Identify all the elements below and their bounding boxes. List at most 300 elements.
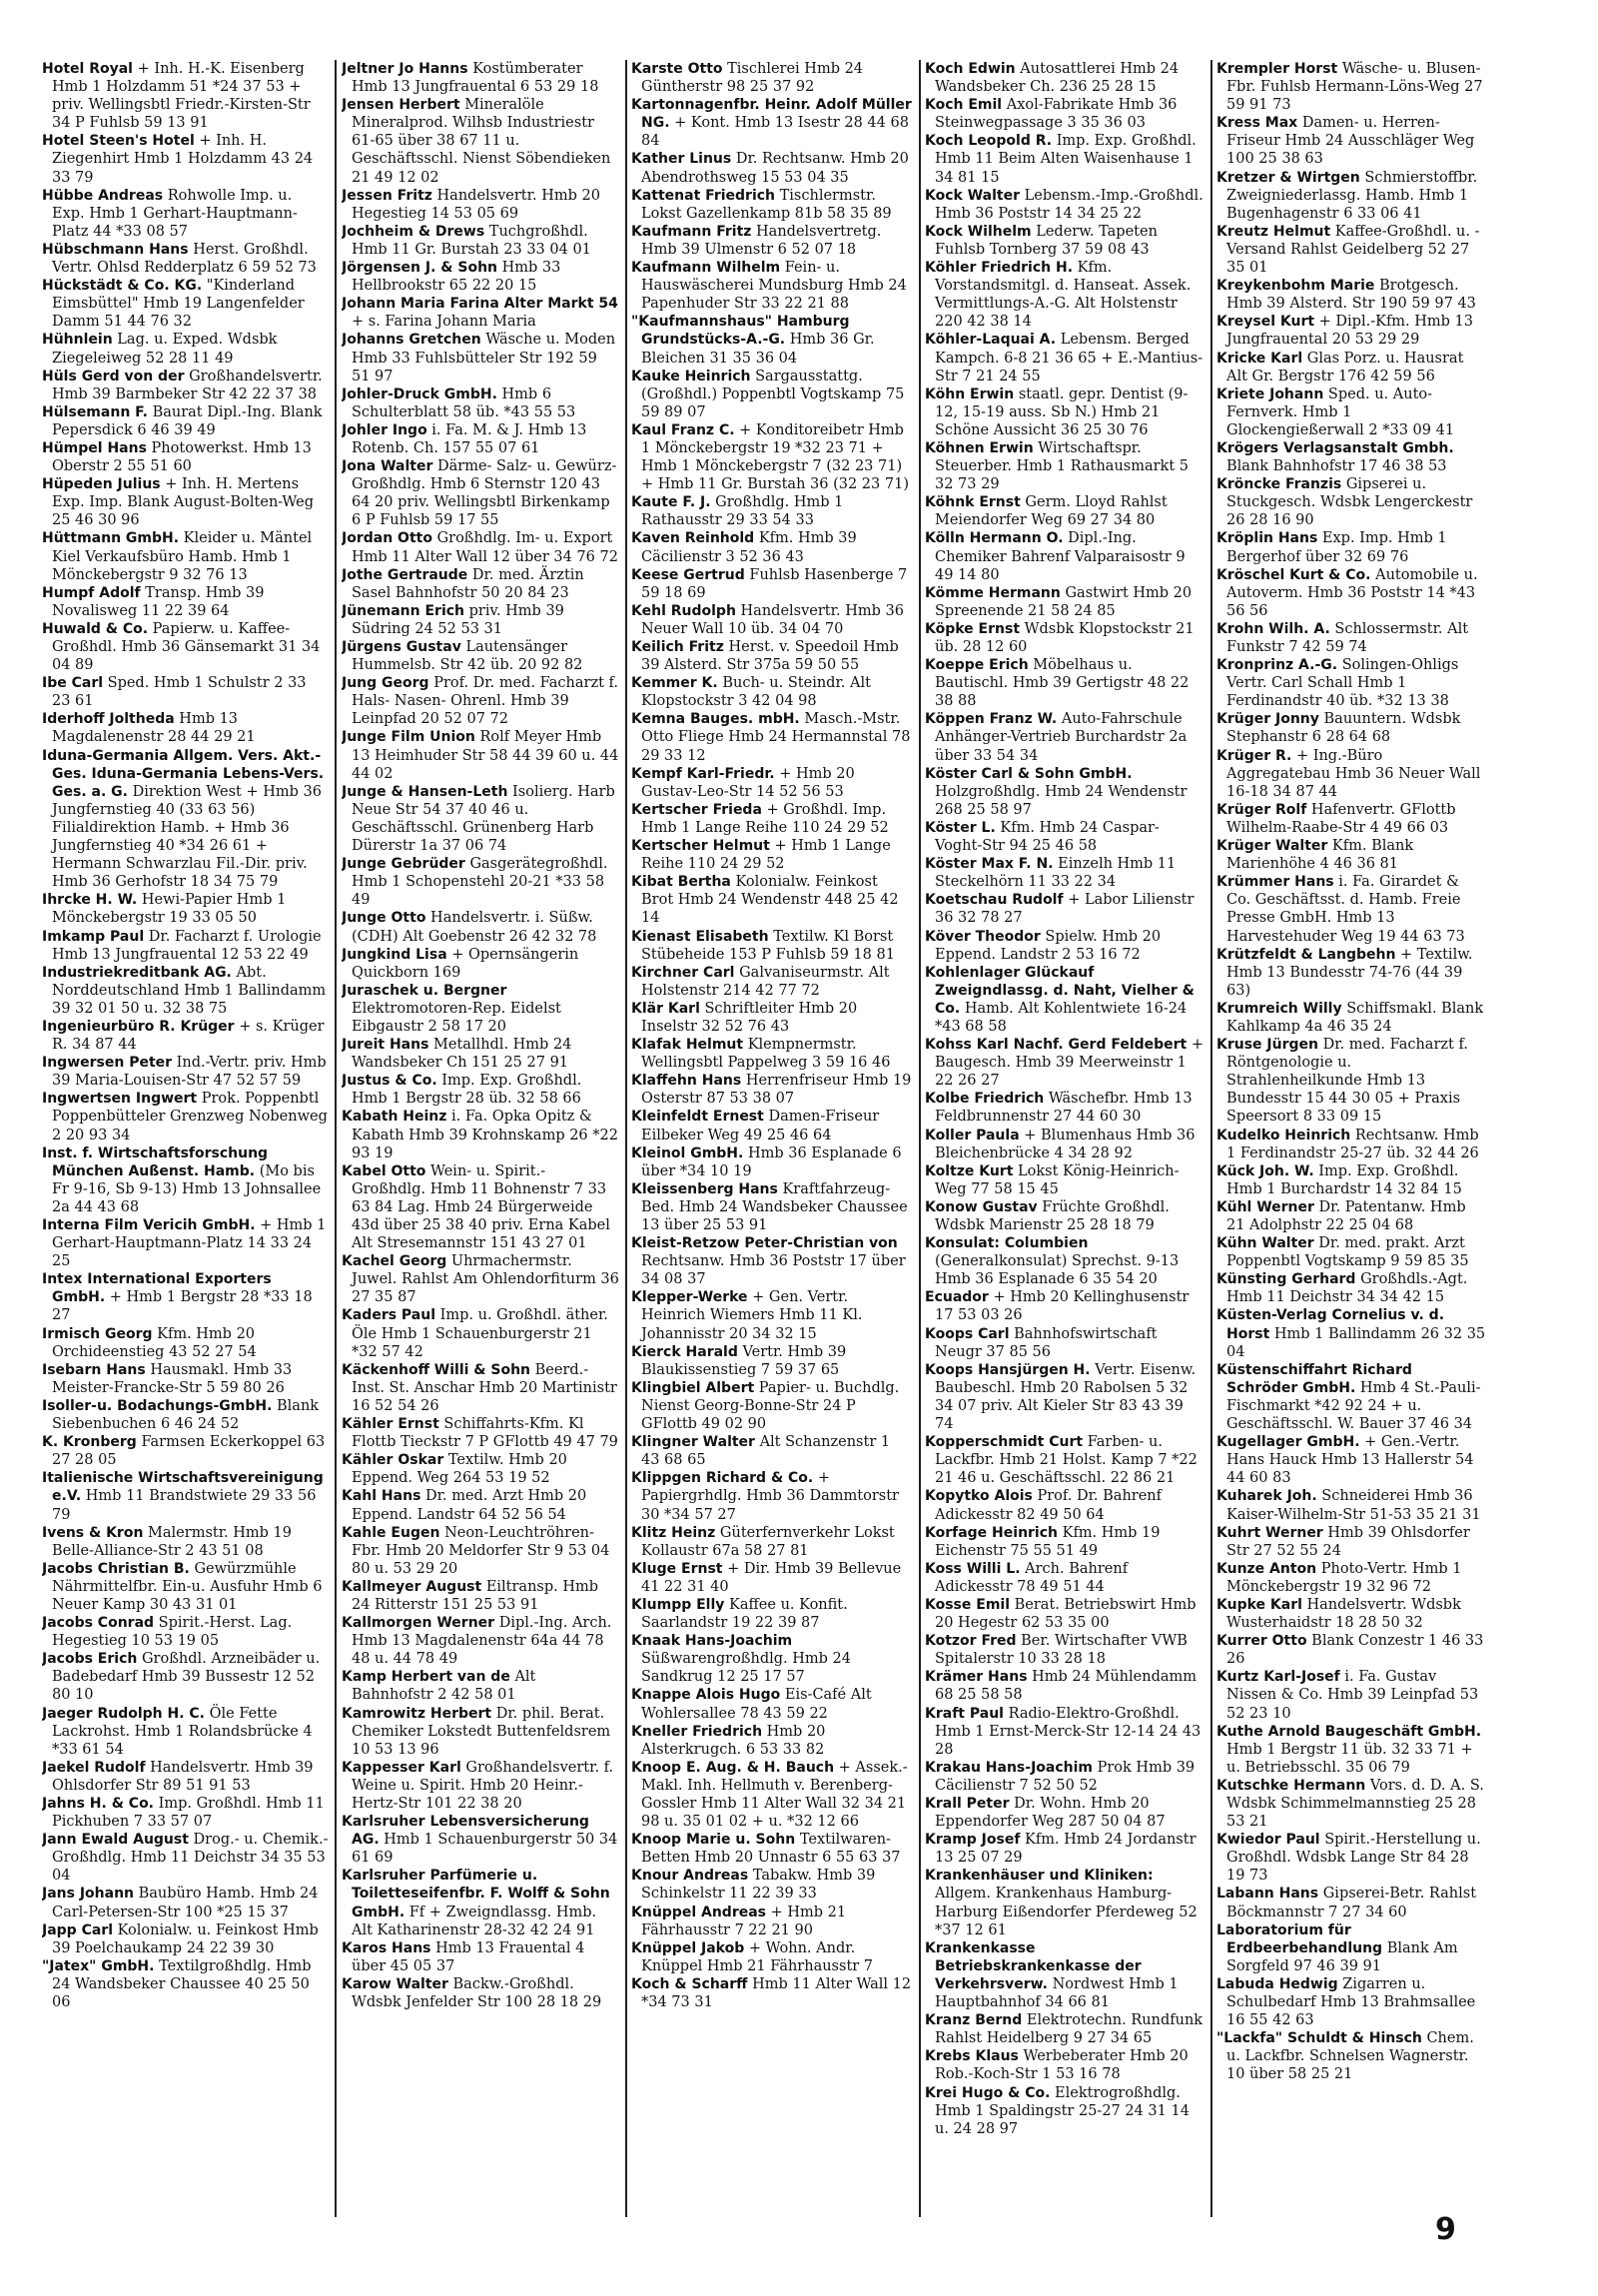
- entry-details: Gipserei-Betr. Rahlst Böckmannstr 7 27 34 60: [1226, 1886, 1477, 1920]
- entry-details: Gastwirt Hmb 20 Spreenende 21 58 24 85: [935, 584, 1193, 619]
- directory-entry: [42, 475, 329, 529]
- directory-entry: [1216, 313, 1486, 349]
- entry-name: Konow Gustav: [925, 1198, 1038, 1215]
- directory-entry: [925, 2084, 1204, 2138]
- entry-name: Kaute F. J.: [631, 494, 711, 511]
- directory-entry: [925, 1288, 1204, 1324]
- entry-name: Jacobs Conrad: [42, 1615, 155, 1632]
- entry-name: Kröschel Kurt & Co.: [1216, 566, 1371, 583]
- entry-details: Rolf Meyer Hmb 13 Heimhuder Str 58 44 39 60 u. 44 44 02: [352, 729, 619, 782]
- entry-details: Transp. Hmb 39 Novalisweg 11 22 39 64: [52, 584, 265, 619]
- directory-entry: [42, 1433, 329, 1469]
- directory-entry: [925, 765, 1204, 819]
- entry-details: Kaffee u. Konfit. Saarlandstr 19 22 39 87: [641, 1596, 848, 1632]
- entry-name: Koch & Scharff: [631, 1975, 748, 1992]
- entry-name: Kaufmann Fritz: [631, 223, 752, 240]
- entry-name: Isebarn Hans: [42, 1361, 146, 1378]
- entry-name: Kömme Hermann: [925, 584, 1061, 601]
- entry-details: Gewürzmühle Nährmittelfbr. Ein-u. Ausfuhr Hmb 6 Neuer Kamp 30 43 31 01: [52, 1560, 323, 1613]
- entry-details: Kfm. Blank Marienhöhe 4 46 36 81: [1226, 838, 1414, 873]
- entry-name: Köhler Friedrich H.: [925, 260, 1074, 277]
- entry-details: Fein- u. Hauswäscherei Mundsburg Hmb 24 Papenhuder Str 33 22 21 88: [641, 260, 907, 313]
- directory-entry: [925, 1127, 1204, 1162]
- entry-details: Kolonialw. u. Feinkost Hmb 39 Poelchaukamp 24 22 39 30: [52, 1921, 319, 1956]
- directory-page: [42, 60, 1486, 2272]
- entry-name: Kähler Ernst: [342, 1416, 439, 1433]
- entry-details: Dr. med. Ärztin Sasel Bahnhofstr 50 20 84 23: [352, 566, 584, 601]
- directory-entry: [631, 223, 913, 259]
- entry-name: Kricke Karl: [1216, 350, 1303, 367]
- directory-entry: [631, 674, 913, 710]
- entry-details: Ind.-Vertr. priv. Hmb 39 Maria-Louisen-Str 47 52 57 59: [52, 1055, 327, 1090]
- directory-entry: [42, 928, 329, 964]
- directory-entry: [631, 421, 913, 493]
- directory-entry: [342, 946, 619, 982]
- directory-entry: [925, 710, 1204, 764]
- directory-entry: [42, 1560, 329, 1614]
- directory-entry: [342, 1939, 619, 1975]
- entry-details: Imp. u. Großhdl. äther. Öle Hmb 1 Schauenburgerstr 21 *32 57 42: [352, 1307, 608, 1360]
- entry-details: Direktion West + Hmb 36 Jungfernstieg 40 (33 63 56) Filialdirektion Hamb. + Hmb 36 Jungfernstieg 40 *34 26 61 + Hermann Schwarzlau Fil.-Dir. priv. Hmb 36 Gerhofstr 18 34 75 79: [52, 783, 322, 891]
- entry-name: Jungkind Lisa: [342, 946, 447, 963]
- entry-details: Dr. med. Facharzt f. Röntgenologie u. Strahlenheilkunde Hmb 13 Bundesstr 15 44 30 05 + Praxis Speersort 8 33 09 15: [1226, 1037, 1468, 1126]
- entry-name: Kamp Herbert van de: [342, 1669, 510, 1686]
- directory-entry: [342, 1867, 619, 1938]
- entry-details: Blank Bahnhofstr 17 46 38 53: [1226, 458, 1447, 475]
- directory-entry: [925, 1036, 1204, 1090]
- entry-details: Klempnermstr. Wellingsbtl Pappelweg 3 59 16 46: [641, 1037, 891, 1072]
- directory-entry: [1216, 1036, 1486, 1126]
- entry-details: Damen- u. Herren-Friseur Hmb 24 Ausschläger Weg 100 25 38 63: [1226, 115, 1475, 168]
- entry-name: Imkamp Paul: [42, 928, 145, 945]
- entry-name: Krützfeldt & Langbehn: [1216, 946, 1396, 963]
- entry-name: Industriekreditbank AG.: [42, 964, 232, 981]
- directory-entry: [925, 819, 1204, 855]
- entry-name: Köpke Ernst: [925, 620, 1021, 637]
- entry-name: Kreykenbohm Marie: [1216, 278, 1375, 295]
- directory-entry: [631, 710, 913, 764]
- directory-entry: [1216, 1885, 1486, 1920]
- entry-details: + Hmb 21 Fährhausstr 7 22 21 90: [641, 1904, 847, 1938]
- entry-details: Farmsen Eckerkoppel 63 27 28 05: [52, 1434, 326, 1469]
- entry-details: Glas Porz. u. Hausrat Alt Gr. Bergstr 176 42 59 56: [1226, 350, 1464, 384]
- entry-name: Jann Ewald August: [42, 1832, 189, 1849]
- entry-details: Därme- Salz- u. Gewürz-Großhdlg. Hmb 6 Sternstr 120 43 64 20 priv. Wellingsbtl Birkenkamp 6 P Fuhlsb 59 17 55: [352, 458, 617, 529]
- entry-details: Handelsvertretg. Hmb 39 Ulmenstr 6 52 07 18: [641, 223, 882, 258]
- directory-entry: [42, 1831, 329, 1885]
- directory-entry: [42, 1090, 329, 1144]
- entry-details: Großhdlg. Im- u. Export Hmb 11 Alter Wall 12 über 34 76 72: [352, 530, 618, 565]
- directory-entry: [925, 1524, 1204, 1560]
- entry-name: Kahl Hans: [342, 1488, 421, 1505]
- entry-details: Alt Schanzenstr 1 43 68 65: [641, 1434, 891, 1469]
- directory-entry: [925, 385, 1204, 439]
- entry-details: + Ing.-Büro Aggregatebau Hmb 36 Neuer Wall 16-18 34 87 44: [1226, 747, 1481, 800]
- directory-entry: [1216, 223, 1486, 277]
- directory-entry: [42, 1018, 329, 1054]
- entry-details: Papier- u. Buchdlg. Nienst Georg-Bonne-Str 24 P GFlottb 49 02 90: [641, 1379, 900, 1433]
- column-divider: [919, 60, 921, 2217]
- entry-name: Koller Paula: [925, 1127, 1020, 1144]
- directory-entry: [925, 620, 1204, 656]
- directory-entry: [631, 1180, 913, 1234]
- directory-entry: [342, 982, 619, 1036]
- entry-name: Ecuador: [925, 1289, 989, 1306]
- entry-name: Hülsemann F.: [42, 403, 148, 420]
- entry-details: Hmb 13 Magdalenenstr 28 44 29 21: [52, 711, 256, 746]
- entry-details: Allgem. Krankenhaus Hamburg-Harburg Eißendorfer Pferdeweg 52 *37 12 61: [935, 1886, 1198, 1938]
- entry-name: Kappesser Karl: [342, 1759, 461, 1776]
- entry-details: Dr. Facharzt f. Urologie Hmb 13 Jungfrauental 12 53 22 49: [52, 928, 322, 963]
- directory-entry: [342, 1415, 619, 1451]
- entry-name: Künsting Gerhard: [1216, 1271, 1356, 1288]
- directory-entry: [342, 1524, 619, 1578]
- entry-name: Keese Gertrud: [631, 566, 745, 583]
- entry-name: Karlsruher Parfümerie u. Toiletteseifenfbr. F. Wolff & Sohn GmbH.: [342, 1868, 610, 1920]
- entry-details: + Hmb 1 Lange Reihe 110 24 29 52: [641, 838, 891, 873]
- entry-name: Kather Linus: [631, 151, 732, 168]
- directory-entry: [1216, 620, 1486, 656]
- entry-details: Zigarren u. Schulbedarf Hmb 13 Brahmsallee 16 55 42 63: [1226, 1975, 1476, 2029]
- entry-name: Kurrer Otto: [1216, 1633, 1307, 1650]
- entry-details: Exp. Imp. Hmb 1 Bergerhof über 32 69 76: [1226, 530, 1447, 565]
- directory-entry: [925, 1433, 1204, 1487]
- entry-details: + Kont. Hmb 13 Isestr 28 44 68 84: [641, 115, 909, 150]
- entry-name: Knoop Marie u. Sohn: [631, 1832, 796, 1849]
- directory-entry: [342, 1252, 619, 1306]
- entry-details: Spirit.-Herstellung u. Großhdl. Wdsbk Lange Str 84 28 19 73: [1226, 1832, 1481, 1885]
- entry-name: Humpf Adolf: [42, 584, 141, 601]
- directory-entry: [342, 259, 619, 295]
- entry-details: Kfm. Hmb 39 Cäcilienstr 3 52 36 43: [641, 530, 857, 565]
- directory-entry: [631, 765, 913, 801]
- entry-details: Sped. Hmb 1 Schulstr 2 33 23 61: [52, 675, 307, 710]
- entry-name: Karos Hans: [342, 1939, 431, 1956]
- directory-entry: [631, 1036, 913, 1072]
- entry-name: Jaeger Rudolph H. C.: [42, 1705, 205, 1722]
- directory-entry: [42, 1054, 329, 1090]
- entry-name: Kertscher Frieda: [631, 801, 762, 818]
- entry-details: Metallhdl. Hmb 24 Wandsbeker Ch 151 25 27 91: [352, 1037, 572, 1072]
- directory-entry: [925, 1632, 1204, 1668]
- directory-entry: [42, 620, 329, 674]
- directory-entry: [631, 1939, 913, 1975]
- entry-details: Backw.-Großhdl. Wdsbk Jenfelder Str 100 28 18 29: [352, 1975, 602, 2011]
- entry-details: + Hmb 1 Bergstr 28 *33 18 27: [52, 1289, 313, 1324]
- entry-name: Ingwersen Peter: [42, 1055, 173, 1072]
- directory-entry: [42, 1614, 329, 1650]
- entry-details: Blank Conzestr 1 46 33 26: [1226, 1633, 1484, 1668]
- directory-entry: [1216, 1596, 1486, 1632]
- entry-name: "Kaufmannshaus" Hamburg Grundstücks-A.-G.: [631, 314, 850, 349]
- directory-entry: [42, 1921, 329, 1957]
- directory-entry: [631, 1469, 913, 1523]
- directory-entry: [631, 638, 913, 674]
- directory-entry: [342, 1162, 619, 1252]
- entry-details: Süßwarengroßhdlg. Hmb 24 Sandkrug 12 25 17 57: [641, 1651, 851, 1686]
- entry-name: Hübschmann Hans: [42, 241, 189, 258]
- entry-details: Holzgroßhdlg. Hmb 24 Wendenstr 268 25 58 97: [935, 783, 1188, 818]
- directory-entry: [631, 150, 913, 186]
- directory-entry: [342, 1614, 619, 1668]
- entry-name: Junge & Hansen-Leth: [342, 783, 508, 800]
- entry-name: Hümpel Hans: [42, 439, 147, 456]
- entry-details: Hmb 36 Esplanade 6 über *34 10 19: [641, 1145, 902, 1179]
- entry-details: + Inh. H. Ziegenhirt Hmb 1 Holzdamm 43 24 33 79: [52, 133, 314, 186]
- entry-name: Krempler Horst: [1216, 61, 1338, 77]
- entry-details: Dr. med. prakt. Arzt Poppenbtl Vogtskamp 9 59 85 35: [1226, 1235, 1469, 1270]
- directory-entry: [1216, 114, 1486, 168]
- directory-column-1: [42, 60, 329, 2187]
- entry-details: Textilw. Kl Borst Stübeheide 153 P Fuhlsb 59 18 81: [641, 928, 895, 963]
- directory-entry: [1216, 1921, 1486, 1975]
- entry-name: Hotel Steen's Hotel: [42, 133, 195, 150]
- entry-details: Rechtsanw. Hmb 1 Ferdinandstr 25-27 üb. 32 44 26: [1226, 1127, 1479, 1161]
- directory-entry: [1216, 873, 1486, 945]
- entry-name: Knour Andreas: [631, 1868, 749, 1885]
- directory-entry: [1216, 1361, 1486, 1433]
- directory-entry: [342, 96, 619, 186]
- entry-name: Kotzor Fred: [925, 1633, 1017, 1650]
- directory-entry: [631, 1108, 913, 1144]
- entry-details: Hmb 11 Brandstwiete 29 33 56 79: [52, 1488, 317, 1523]
- entry-name: Kluge Ernst: [631, 1560, 723, 1577]
- entry-details: + Inh. H. Mertens Exp. Imp. Blank August-Bolten-Weg 25 46 30 96: [52, 476, 314, 529]
- directory-entry: [1216, 350, 1486, 385]
- directory-entry: [42, 132, 329, 186]
- entry-name: Labuda Hedwig: [1216, 1975, 1338, 1992]
- directory-entry: [631, 1632, 913, 1686]
- entry-name: Krankenkasse Betriebskrankenkasse der Verkehrsverw.: [925, 1939, 1142, 1992]
- entry-details: Arch. Bahrenf Adickesstr 78 49 51 44: [935, 1560, 1129, 1595]
- entry-name: Krankenhäuser und Kliniken:: [925, 1868, 1154, 1885]
- entry-details: Rohwolle Imp. u. Exp. Hmb 1 Gerhart-Hauptmann-Platz 44 *33 08 57: [52, 187, 298, 240]
- entry-details: Kfm. Hmb 19 Eichenstr 75 55 51 49: [935, 1524, 1161, 1559]
- directory-entry: [925, 60, 1204, 96]
- entry-name: Kranz Bernd: [925, 2012, 1023, 2029]
- directory-entry: [925, 1867, 1204, 1938]
- entry-details: Dr. Rechtsanw. Hmb 20 Abendrothsweg 15 53 04 35: [641, 151, 909, 186]
- entry-name: Kühn Walter: [1216, 1235, 1314, 1252]
- directory-entry: [42, 1705, 329, 1759]
- entry-details: Tischlermstr. Lokst Gazellenkamp 81b 58 35 89: [641, 187, 892, 222]
- entry-name: Käckenhoff Willi & Sohn: [342, 1361, 531, 1378]
- directory-entry: [42, 1759, 329, 1795]
- directory-entry: [342, 1578, 619, 1614]
- entry-details: Mineralöle Mineralprod. Wilhsb Industriestr 61-65 über 38 67 11 u. Geschäftsschl. Nienst Söbendieken 21 49 12 02: [352, 97, 611, 186]
- directory-entry: [925, 1487, 1204, 1523]
- directory-entry: [1216, 837, 1486, 873]
- entry-details: + Blumenhaus Hmb 36 Bleichenbrücke 4 34 28 92: [935, 1127, 1196, 1161]
- entry-name: Koss Willi L.: [925, 1560, 1021, 1577]
- entry-name: Klingner Walter: [631, 1434, 755, 1451]
- entry-name: Keilich Fritz: [631, 639, 724, 655]
- entry-name: Karste Otto: [631, 61, 723, 77]
- directory-entry: [1216, 439, 1486, 475]
- entry-name: Kupke Karl: [1216, 1596, 1302, 1613]
- entry-name: Kemmer K.: [631, 675, 718, 692]
- entry-details: Malermstr. Hmb 19 Belle-Alliance-Str 2 43 51 08: [52, 1524, 292, 1559]
- entry-name: Klitz Heinz: [631, 1524, 716, 1541]
- entry-details: Schriftleiter Hmb 20 Inselstr 32 52 76 43: [641, 1000, 858, 1035]
- directory-entry: [1216, 1723, 1486, 1777]
- directory-entry: [1216, 385, 1486, 439]
- entry-details: Chem. u. Lackfbr. Schnelsen Wagnerstr. 10 über 58 25 21: [1226, 2030, 1474, 2083]
- directory-entry: [342, 1668, 619, 1704]
- entry-name: Jacobs Christian B.: [42, 1560, 190, 1577]
- entry-name: Jünemann Erich: [342, 602, 465, 619]
- directory-entry: [631, 566, 913, 602]
- directory-column-4: [925, 60, 1204, 2187]
- directory-entry: [42, 710, 329, 746]
- entry-details: Prok Hmb 39 Cäcilienstr 7 52 50 52: [935, 1759, 1196, 1794]
- directory-entry: [925, 1939, 1204, 2011]
- page-number: 9: [1435, 2212, 1456, 2247]
- entry-name: Kröncke Franzis: [1216, 476, 1342, 493]
- entry-name: Jona Walter: [342, 458, 433, 475]
- entry-details: Ber. Wirtschafter VWB Spitalerstr 10 33 28 18: [935, 1633, 1188, 1668]
- entry-details: + s. Farina Johann Maria: [352, 314, 536, 331]
- directory-entry: [1216, 946, 1486, 1000]
- entry-name: Kallmeyer August: [342, 1578, 482, 1595]
- entry-details: Kleider u. Mäntel Kiel Verkaufsbüro Hamb. Hmb 1 Mönckebergstr 9 32 76 13: [52, 530, 313, 583]
- directory-entry: [631, 1288, 913, 1342]
- directory-entry: [1216, 1831, 1486, 1885]
- directory-entry: [42, 1469, 329, 1523]
- entry-name: Köver Theodor: [925, 928, 1041, 945]
- entry-details: Elektrogroßhdlg. Hmb 1 Spaldingstr 25-27 24 31 14 u. 24 28 97: [935, 2084, 1190, 2137]
- directory-entry: [631, 1343, 913, 1379]
- entry-name: Krämer Hans: [925, 1669, 1028, 1686]
- entry-details: staatl. gepr. Dentist (9-12, 15-19 auss. Sb N.) Hmb 21 Schöne Aussicht 36 25 30 76: [935, 385, 1189, 438]
- entry-details: Hmb 33 Hellbrookstr 65 22 20 15: [352, 260, 561, 295]
- directory-entry: [342, 909, 619, 945]
- entry-name: Kauke Heinrich: [631, 368, 751, 384]
- directory-entry: [631, 96, 913, 150]
- directory-entry: [342, 674, 619, 728]
- entry-details: Rechtsanw. Hmb 36 Poststr 17 über 34 08 37: [641, 1253, 906, 1288]
- directory-entry: [925, 1198, 1204, 1234]
- entry-details: + Konditoreibetr Hmb 1 Mönckebergstr 19 *32 23 71 + Hmb 1 Mönckebergstr 7 (32 23 71) + Hmb 11 Gr. Burstah 36 (32 23 71): [641, 421, 909, 493]
- entry-details: Hmb 11 Alter Wall 12 *34 73 31: [641, 1975, 912, 2011]
- entry-name: Kurtz Karl-Josef: [1216, 1669, 1340, 1686]
- directory-entry: [925, 223, 1204, 259]
- entry-name: Kempf Karl-Friedr.: [631, 765, 775, 782]
- entry-name: Koch Leopold R.: [925, 133, 1053, 150]
- entry-details: Wdsbk Klopstockstr 21 üb. 28 12 60: [935, 620, 1195, 655]
- entry-name: Kibat Bertha: [631, 874, 731, 891]
- entry-details: + Textilw. Hmb 13 Bundesstr 74-76 (44 39 63): [1226, 946, 1473, 999]
- directory-entry: [1216, 566, 1486, 620]
- entry-name: Jordan Otto: [342, 530, 432, 547]
- entry-details: Imp. Exp. Großhdl. Hmb 1 Bergstr 28 üb. 32 58 66: [352, 1073, 582, 1108]
- entry-details: Ff + Zweigndlassg. Hmb. Alt Katharinenstr 28-32 42 24 91: [352, 1904, 597, 1938]
- entry-name: Konsulat: Columbien: [925, 1235, 1089, 1252]
- entry-details: Drog.- u. Chemik.-Großhdlg. Hmb 11 Deichstr 34 35 53 04: [52, 1832, 329, 1885]
- entry-name: Kaders Paul: [342, 1307, 436, 1324]
- entry-name: Krakau Hans-Joachim: [925, 1759, 1093, 1776]
- entry-name: Krümmer Hans: [1216, 874, 1334, 891]
- entry-details: Hausmakl. Hmb 33 Meister-Francke-Str 5 59 80 26: [52, 1361, 293, 1396]
- directory-entry: [631, 1145, 913, 1180]
- entry-name: Kattenat Friedrich: [631, 187, 776, 204]
- entry-name: Jahns H. & Co.: [42, 1796, 154, 1812]
- entry-name: Ibe Carl: [42, 675, 104, 692]
- directory-entry: [1216, 1668, 1486, 1722]
- entry-name: Kreutz Helmut: [1216, 223, 1331, 240]
- entry-name: Kamrowitz Herbert: [342, 1705, 492, 1722]
- entry-name: Krei Hugo & Co.: [925, 2084, 1051, 2101]
- entry-details: Handelsvertr. i. Süßw. (CDH) Alt Goebenstr 26 42 32 78: [352, 910, 597, 945]
- directory-entry: [1216, 1487, 1486, 1523]
- directory-entry: [1216, 656, 1486, 710]
- entry-details: Eis-Café Alt Wohlersallee 78 43 59 22: [641, 1687, 872, 1722]
- entry-name: Krüger Jonny: [1216, 711, 1319, 728]
- entry-name: Küsten-Verlag Cornelius v. d. Horst: [1216, 1307, 1445, 1342]
- entry-name: Johler Ingo: [342, 421, 427, 438]
- entry-name: Koch Edwin: [925, 61, 1016, 77]
- entry-name: Kabel Otto: [342, 1162, 426, 1179]
- entry-details: Hamb. Alt Kohlentwiete 16-24 *43 68 58: [935, 1000, 1188, 1035]
- entry-name: Jürgens Gustav: [342, 639, 461, 655]
- entry-details: Neon-Leuchtröhren-Fbr. Hmb 20 Meldorfer Str 9 53 04 80 u. 53 29 20: [352, 1524, 610, 1577]
- entry-details: Möbelhaus u. Bautischl. Hmb 39 Gertigstr 48 22 38 88: [935, 657, 1190, 710]
- entry-name: K. Kronberg: [42, 1434, 137, 1451]
- entry-details: Hmb 24 Mühlendamm 68 25 58 58: [935, 1669, 1197, 1704]
- entry-details: i. Fa. Girardet & Co. Geschäftsst. d. Hamb. Freie Presse GmbH. Hmb 13 Harvestehuder Weg 19 44 63 73: [1226, 874, 1465, 945]
- entry-details: Elektrotechn. Rundfunk Rahlst Heidelberg 9 27 34 65: [935, 2012, 1203, 2047]
- entry-name: Ihrcke H. W.: [42, 892, 138, 909]
- entry-name: Klippgen Richard & Co.: [631, 1470, 814, 1487]
- entry-details: Berat. Betriebswirt Hmb 20 Hegestr 62 53 35 00: [935, 1596, 1197, 1632]
- entry-details: Photowerkst. Hmb 13 Oberstr 2 55 51 60: [52, 439, 312, 475]
- entry-name: Ivens & Kron: [42, 1524, 144, 1541]
- directory-entry: [631, 1686, 913, 1722]
- entry-details: Kfm. Hmb 20 Orchideenstieg 43 52 27 54: [52, 1325, 257, 1360]
- entry-name: "Lackfa" Schuldt & Hinsch: [1216, 2030, 1422, 2047]
- entry-name: Kleinol GmbH.: [631, 1145, 744, 1161]
- directory-entry: [631, 1072, 913, 1108]
- entry-name: Kohss Karl Nachf. Gerd Feldebert: [925, 1037, 1188, 1054]
- entry-details: Schmierstoffbr. Zweigniederlassg. Hamb. Hmb 1 Bugenhagenstr 6 33 06 41: [1226, 169, 1478, 222]
- directory-entry: [631, 493, 913, 529]
- directory-entry: [925, 259, 1204, 331]
- entry-details: + Dir. Hmb 39 Bellevue 41 22 31 40: [641, 1560, 902, 1595]
- entry-details: + Papiergrhdlg. Hmb 36 Dammtorstr 30 *34 57 27: [641, 1470, 899, 1523]
- entry-details: + Assek.-Makl. Inh. Hellmuth v. Berenberg-Gossler Hmb 11 Alter Wall 32 34 21 98 u. 35 01 02 + u. *32 12 66: [641, 1759, 908, 1831]
- entry-details: Vertr. Hmb 39 Blaukissenstieg 7 59 37 65: [641, 1343, 847, 1378]
- column-divider: [335, 60, 337, 2217]
- entry-details: Güterfernverkehr Lokst Kollaustr 67a 58 27 81: [641, 1524, 895, 1559]
- directory-entry: [1216, 169, 1486, 223]
- entry-details: Früchte Großhdl. Wdsbk Marienstr 25 28 18 79: [935, 1198, 1170, 1233]
- entry-name: Kramp Josef: [925, 1832, 1021, 1849]
- entry-details: Dipl.-Ing. Chemiker Bahrenf Valparaisostr 9 49 14 80: [935, 530, 1186, 583]
- entry-name: Kachel Georg: [342, 1253, 447, 1270]
- directory-entry: [342, 855, 619, 909]
- entry-details: Hmb 6 Schulterblatt 58 üb. *43 55 53: [352, 385, 576, 420]
- entry-details: Alt Bahnhofstr 2 42 58 01: [352, 1669, 536, 1704]
- entry-details: Textilgroßhdlg. Hmb 24 Wandsbeker Chaussee 40 25 50 06: [52, 1957, 312, 2011]
- directory-entry: [1216, 475, 1486, 529]
- directory-entry: [631, 1234, 913, 1288]
- entry-details: Handelsvertr. Hmb 20 Hegestieg 14 53 05 69: [352, 187, 600, 222]
- entry-details: Handelsvertr. Hmb 36 Neuer Wall 10 üb. 34 04 70: [641, 602, 904, 637]
- entry-name: Kuthe Arnold Baugeschäft GmbH.: [1216, 1723, 1482, 1740]
- entry-details: Baurat Dipl.-Ing. Blank Pepersdick 6 46 39 49: [52, 403, 323, 438]
- directory-entry: [925, 1234, 1204, 1288]
- entry-name: Kölln Hermann O.: [925, 530, 1064, 547]
